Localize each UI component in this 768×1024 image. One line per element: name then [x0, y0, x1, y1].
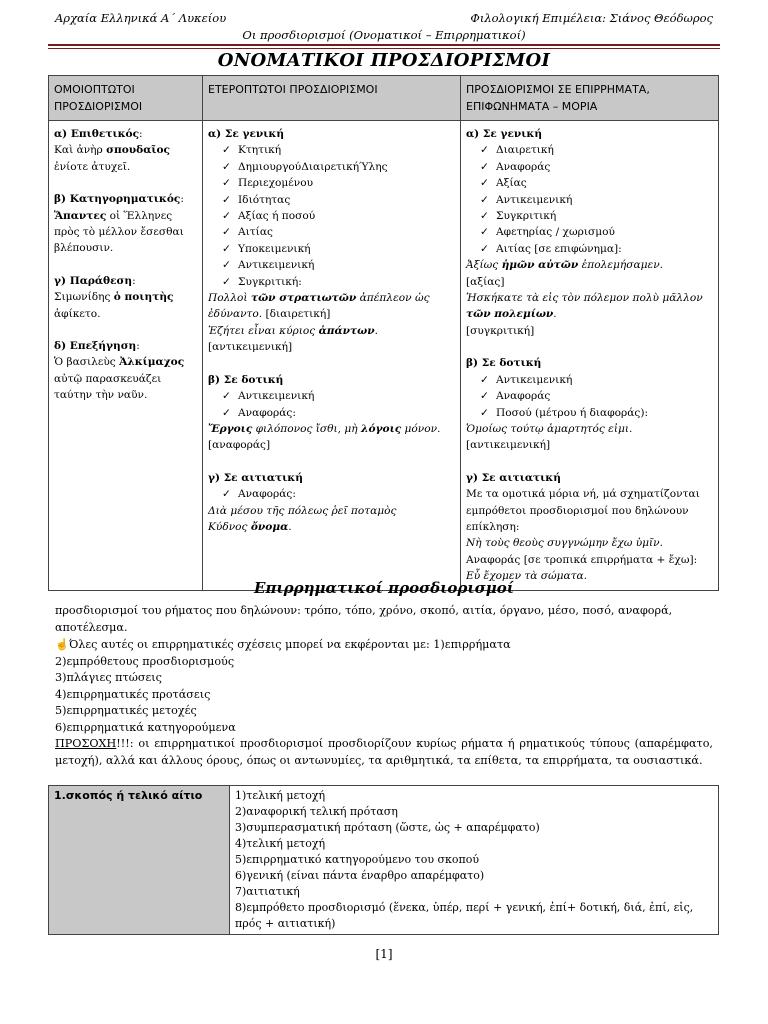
checkmark-icon: ✓ [480, 177, 489, 190]
checkmark-icon: ✓ [222, 259, 231, 272]
check-list-item: ✓ Αιτίας [208, 224, 455, 240]
checkmark-icon: ✓ [222, 488, 231, 501]
check-list-item: ✓ Αναφοράς: [208, 405, 455, 421]
adverbial-list: ☝Όλες αυτές οι επιρρηματικές σχέσεις μπορεί να εκφέρονται με: 1)επιρρήματα 2)εμπρόθετους προσδιορισμούς 3)πλάγιες πτώσεις 4)επιρρηματικές προτάσεις 5)επιρρηματικές μετοχές 6)επιρρηματικά κατηγορούμενα [55, 638, 511, 734]
checkmark-icon: ✓ [222, 406, 231, 419]
col3-gen-list [466, 142, 713, 257]
check-list-item: ✓ Ποσού (μέτρου ή διαφοράς): [466, 405, 713, 421]
checkmark-icon: ✓ [222, 226, 231, 239]
checkmark-icon: ✓ [222, 242, 231, 255]
checkmark-icon: ✓ [222, 210, 231, 223]
checkmark-icon: ✓ [480, 390, 489, 403]
page-title: ΟΝΟΜΑΤΙΚΟΙ ΠΡΟΣΔΙΟΡΙΣΜΟΙ [217, 50, 551, 71]
col-header-1: ΟΜΟΙΟΠΤΩΤΟΙ ΠΡΟΣΔΙΟΡΙΣΜΟΙ [49, 76, 203, 121]
checkmark-icon: ✓ [222, 177, 231, 190]
checkmark-icon: ✓ [480, 160, 489, 173]
check-list-item: ✓ Αντικειμενική [208, 257, 455, 273]
hand-icon: ☝ [55, 638, 69, 651]
check-list-item: ✓ Ιδιότητας [208, 192, 455, 208]
header-left: Αρχαία Ελληνικά Α΄ Λυκείου [55, 11, 227, 25]
check-list-item: ✓ Αντικειμενική [208, 388, 455, 404]
check-list-item: ✓ Αξίας ή ποσού [208, 208, 455, 224]
check-list-item: ✓ Αντικειμενική [466, 192, 713, 208]
checkmark-icon: ✓ [480, 226, 489, 239]
header-right: Φιλολογική Επιμέλεια: Σιάνος Θεόδωρος [470, 11, 713, 25]
check-list-item: ✓ Αναφοράς: [208, 486, 455, 502]
check-list-item: ✓ Αναφοράς [466, 159, 713, 175]
checkmark-icon: ✓ [222, 193, 231, 206]
col3-dat-list [466, 372, 713, 421]
header-center: Οι προσδιορισμοί (Ονοματικοί – Επιρρηματικοί) [242, 28, 526, 42]
check-list-item: ✓ Συγκριτική: [208, 274, 455, 290]
check-list-item: ✓ Διαιρετική [466, 142, 713, 158]
adverbial-intro: προσδιορισμοί του ρήματος που δηλώνουν: τρόπο, τόπο, χρόνο, σκοπό, αιτία, όργανο, μέσο, ποσό, αναφορά, αποτέλεσμα. [55, 604, 673, 634]
col2-gen-list [208, 142, 455, 290]
page-header [55, 11, 713, 42]
attention-note: ΠΡΟΣΟΧΗ!!!: οι επιρρηματικοί προσδιορισμοί προσδιορίζουν κυρίως ρήματα ή ρηματικούς τύπους (απαρέμφατο, μετοχή), αλλά και άλλους όρους, όπως οι αντωνυμίες, τα αριθμητικά, τα επίθετα, τα επιρρήματα, τα ουσιαστικά. [55, 737, 713, 767]
checkmark-icon: ✓ [480, 406, 489, 419]
check-list-item: ✓ Αναφοράς [466, 388, 713, 404]
nominal-table [48, 75, 719, 591]
adverbial-title: Επιρρηματικοί προσδιορισμοί [254, 579, 514, 597]
col3-cell: α) Σε γενική ✓ Διαιρετική ✓ Αναφοράς ✓ Αξίας ✓ Αντικειμενική ✓ Συγκριτική ✓ Αφετηρίας / χωρισμού ✓ Αιτίας [σε επιφώνημα]: Ἀξίως ἡμῶν αὐτῶν ἐπολεμήσαμεν. [αξίας] Ἠσκήκατε τὰ εἰς τὸν πόλεμον πολὺ μᾶλλον τῶν πολεμίων. [συγκριτική] β) Σε δοτική ✓ Αντικειμενική ✓ Αναφοράς ✓ Ποσού (μέτρου ή διαφοράς): Ὁμοίως τούτῳ ἁμαρτητός εἰμι. [αντικειμενική] γ) Σε αιτιατική Με τα ομοτικά μόρια νή, μά σχηματίζονται εμπρόθετοι προσδιορισμοί που δηλώνουν επίκληση: Νὴ τοὺς θεοὺς συγγνώμην ἔχω ὑμῖν. Αναφοράς [σε τροπικά επιρρήματα + ἔχω]: Εὖ ἔχομεν τὰ σώματα. [461, 121, 719, 591]
purpose-table [48, 785, 719, 935]
check-list-item: ✓ Συγκριτική [466, 208, 713, 224]
col2-cell: α) Σε γενική ✓ Κτητική ✓ ΔημιουργούΔιαιρετικήΎλης ✓ Περιεχομένου ✓ Ιδιότητας ✓ Αξίας ή ποσού ✓ Αιτίας ✓ Υποκειμενική ✓ Αντικειμενική ✓ Συγκριτική: Πολλοὶ τῶν στρατιωτῶν ἀπέπλεον ὡς ἐδύναντο. [διαιρετική] Ἐζήτει εἶναι κύριος ἁπάντων. [αντικειμενική] β) Σε δοτική ✓ Αντικειμενική ✓ Αναφοράς: Ἔργοις φιλόπονος ἴσθι, μὴ λόγοις μόνον. [αναφοράς] γ) Σε αιτιατική ✓ Αναφοράς: Διὰ μέσου τῆς πόλεως ῥεῖ ποταμὸς Κύδνος ὄνομα. [203, 121, 461, 591]
col2-acc-list [208, 486, 455, 502]
checkmark-icon: ✓ [480, 210, 489, 223]
check-list-item: ✓ Περιεχομένου [208, 175, 455, 191]
checkmark-icon: ✓ [222, 144, 231, 157]
purpose-label: 1.σκοπός ή τελικό αίτιο [49, 786, 230, 935]
col-header-3: ΠΡΟΣΔΙΟΡΙΣΜΟΙ ΣΕ ΕΠΙΡΡΗΜΑΤΑ, ΕΠΙΦΩΝΗΜΑΤΑ – ΜΟΡΙΑ [461, 76, 719, 121]
check-list-item: ✓ Αντικειμενική [466, 372, 713, 388]
checkmark-icon: ✓ [480, 144, 489, 157]
col-header-2: ΕΤΕΡΟΠΤΩΤΟΙ ΠΡΟΣΔΙΟΡΙΣΜΟΙ [203, 76, 461, 121]
col2-dat-list [208, 388, 455, 421]
header-rule-thin [48, 48, 720, 49]
checkmark-icon: ✓ [222, 160, 231, 173]
checkmark-icon: ✓ [222, 390, 231, 403]
check-list-item: ✓ Αξίας [466, 175, 713, 191]
checkmark-icon: ✓ [222, 275, 231, 288]
header-rule [48, 44, 720, 46]
check-list-item: ✓ Αφετηρίας / χωρισμού [466, 224, 713, 240]
checkmark-icon: ✓ [480, 373, 489, 386]
check-list-item: ✓ Κτητική [208, 142, 455, 158]
check-list-item: ✓ ΔημιουργούΔιαιρετικήΎλης [208, 159, 455, 175]
page-number: [1] [375, 947, 393, 961]
checkmark-icon: ✓ [480, 242, 489, 255]
purpose-items: 1)τελική μετοχή 2)αναφορική τελική πρόταση 3)συμπερασματική πρόταση (ὥστε, ὡς + απαρέμφατο) 4)τελική μετοχή 5)επιρρηματικό κατηγορούμενο του σκοπού 6)γενική (είναι πάντα έναρθρο απαρέμφατο) 7)αιτιατική 8)εμπρόθετο προσδιορισμό (ἕνεκα, ὑπέρ, περί + γενική, ἐπί+ δοτική, διά, ἐπί, εἰς, πρός + αιτιατική) [230, 786, 719, 935]
check-list-item: ✓ Υποκειμενική [208, 241, 455, 257]
col1-cell: α) Επιθετικός: Καὶ ἀνὴρ σπουδαῖος ἐνίοτε ἀτυχεῖ. β) Κατηγορηματικός: Ἅπαντες οἱ Ἕλληνες πρὸς τὸ μέλλον ἔσεσθαι βλέπουσιν. γ) Παράθεση: Σιμωνίδης ὁ ποιητὴς ἀφίκετο. δ) Επεξήγηση: Ὁ βασιλεὺς Ἀλκίμαχος αὐτῷ παρασκευάζει ταύτην τὴν ναῦν. [49, 121, 203, 591]
checkmark-icon: ✓ [480, 193, 489, 206]
check-list-item: ✓ Αιτίας [σε επιφώνημα]: [466, 241, 713, 257]
